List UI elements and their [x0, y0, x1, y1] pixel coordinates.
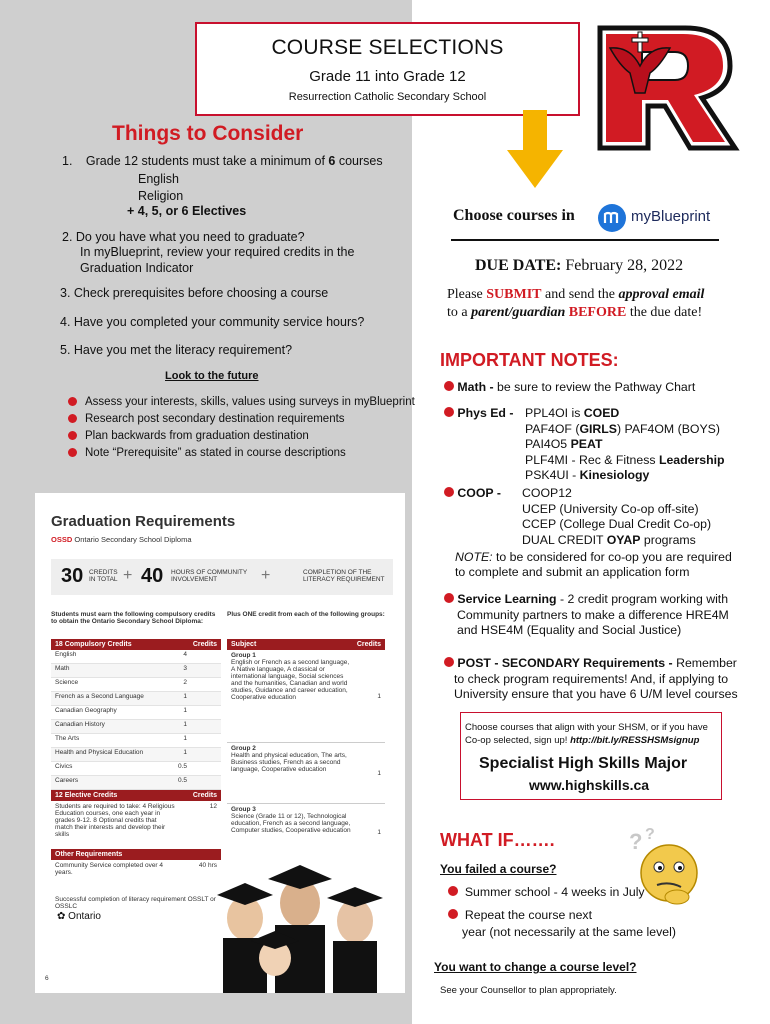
group-3-row: Group 3 Science (Grade 11 or 12), Technological education, French as a second language, Computer studies, Cooperative education 1	[231, 806, 381, 836]
compulsory-subject: Canadian Geography	[55, 707, 117, 714]
compulsory-row	[51, 692, 221, 706]
compulsory-row	[51, 664, 221, 678]
coop-programs: COOP12 UCEP (University Co-op off-site) CCEP (College Dual Credit Co-op) DUAL CREDIT OYAP programs	[522, 486, 712, 547]
compulsory-credits: 1	[183, 721, 187, 728]
compulsory-row	[51, 776, 221, 790]
shsm-box	[460, 712, 722, 800]
bullet-dot-icon	[68, 431, 77, 440]
plus-one-text: Plus ONE credit from each of the following groups:	[227, 611, 385, 618]
electives-row: Students are required to take: 4 Religious Education courses, one each year in grades 9-12. 8 Optional credits that match their interests and develop their skills 12	[55, 803, 217, 838]
shsm-title: Specialist High Skills Major	[479, 755, 688, 772]
shsm-url-link[interactable]: www.highskills.ca	[529, 777, 650, 793]
consider-item-2c: Graduation Indicator	[80, 261, 194, 275]
compulsory-credits: 2	[183, 679, 187, 686]
what-if-title: WHAT IF…….	[440, 830, 555, 850]
compulsory-subject: Careers	[55, 777, 79, 784]
bullet-dot-icon	[444, 657, 454, 667]
school-name: Resurrection Catholic Secondary School	[288, 91, 487, 103]
compulsory-subject: The Arts	[55, 735, 80, 742]
page-number: 6	[45, 975, 49, 982]
electives-header: 12 Elective Credits Credits	[51, 790, 221, 801]
note-post-secondary: POST - SECONDARY Requirements - Remember to check program requirements! And, if applying to University ensure that you have 6 U/M level courses	[444, 656, 738, 703]
students-text: Students must earn the following compulsory credits to obtain the Ontario Secondary School Diploma:	[51, 611, 216, 625]
consider-item-3: 3. Check prerequisites before choosing a course	[60, 286, 329, 300]
phys-ed-courses: PPL4OI is COED PAF4OF (GIRLS) PAF4OM (BOYS) PAI4O5 PEAT PLF4MI - Rec & Fitness Leadership PSK4UI - Kinesiology	[525, 406, 725, 482]
compulsory-subject: Civics	[55, 763, 73, 770]
page-title: COURSE SELECTIONS	[271, 36, 504, 59]
item-text: Grade 12 students must take a minimum of	[85, 154, 329, 168]
note-phys-ed-label: Phys Ed -	[444, 406, 513, 420]
bullet-dot-icon	[444, 407, 454, 417]
grad-title: Graduation Requirements	[51, 513, 236, 530]
group-1-row: Group 1 English or French as a second language, A Native language, A classical or international language, Social sciences and the humanities, Canadian and world studies, Guidance and career education, Cooperative education 1	[227, 650, 385, 743]
graduation-requirements-figure	[35, 493, 405, 993]
down-arrow-icon	[505, 110, 565, 190]
bullet-dot-icon	[68, 414, 77, 423]
compulsory-row	[51, 706, 221, 720]
compulsory-credits: 4	[183, 651, 187, 658]
literacy-row: Successful completion of literacy requirement OSSLT or OSSLC	[55, 896, 216, 910]
compulsory-subject: English	[55, 651, 77, 658]
graduates-photo	[205, 843, 405, 993]
note-service-learning: Service Learning - 2 credit program working with Community partners to make a difference HRE4M and HSE4M (Equality and Social Justice)	[444, 592, 729, 639]
compulsory-header: 18 Compulsory Credits Credits	[51, 639, 221, 650]
change-level-heading: You want to change a course level?	[434, 960, 637, 974]
group-2-row: Group 2 Health and physical education, The arts, Business studies, French as a second language, Cooperative education 1	[227, 743, 385, 804]
bullet-dot-icon	[448, 886, 458, 896]
consider-item-4: 4. Have you completed your community service hours?	[60, 315, 365, 329]
compulsory-subject: Science	[55, 679, 79, 686]
compulsory-credits: 1	[183, 735, 187, 742]
compulsory-credits: 0.5	[177, 777, 187, 784]
important-notes-title: IMPORTANT NOTES:	[440, 350, 619, 370]
myblueprint-logo-icon	[597, 203, 627, 233]
bullet-dot-icon	[444, 487, 454, 497]
ontario-logo: ✿ Ontario	[57, 911, 101, 922]
requirements-banner: 30 CREDITS IN TOTAL + 40 HOURS OF COMMUNITY INVOLVEMENT + COMPLETION OF THE LITERACY REQUIREMENT	[51, 559, 393, 595]
note-math: Math - be sure to review the Pathway Chart	[444, 380, 695, 394]
item-number: 1.	[62, 154, 73, 168]
consider-item-2b: In myBlueprint, review your required credits in the	[80, 245, 355, 259]
compulsory-credits: 1	[183, 749, 187, 756]
submit-instructions-1: Please SUBMIT and send the approval email	[447, 287, 705, 302]
bullet-dot-icon	[68, 397, 77, 406]
community-row: Community Service completed over 4 years. 40 hrs	[55, 862, 217, 876]
compulsory-subject: Health and Physical Education	[55, 749, 144, 756]
compulsory-row	[51, 678, 221, 692]
due-date: DUE DATE: February 28, 2022	[475, 257, 684, 274]
myblueprint-box	[441, 195, 726, 335]
svg-text:?: ?	[645, 826, 655, 843]
compulsory-credits: 3	[183, 665, 187, 672]
see-counsellor-text: See your Counsellor to plan appropriately.	[440, 985, 617, 996]
groups-table	[227, 639, 385, 860]
compulsory-row	[51, 650, 221, 664]
compulsory-table	[51, 639, 221, 912]
things-to-consider-title: Things to Consider	[112, 122, 304, 145]
compulsory-row	[51, 734, 221, 748]
whatif-bullet-1: Summer school - 4 weeks in July	[448, 885, 645, 899]
whatif-bullet-2: Repeat the course next year (not necessarily at the same level)	[448, 907, 676, 941]
submit-instructions-2: to a parent/guardian BEFORE the due date!	[447, 305, 703, 320]
ossd-line: OSSD Ontario Secondary School Diploma	[51, 535, 192, 544]
compulsory-row	[51, 762, 221, 776]
note-coop-label: COOP -	[444, 486, 501, 500]
future-bullet: Note “Prerequisite” as stated in course descriptions	[68, 447, 346, 459]
electives-label: + 4, 5, or 6 Electives	[127, 204, 247, 218]
failed-course-heading: You failed a course?	[440, 862, 557, 876]
bullet-dot-icon	[444, 593, 454, 603]
bullet-dot-icon	[444, 381, 454, 391]
look-to-future-heading: Look to the future	[165, 370, 259, 382]
consider-item-5: 5. Have you met the literacy requirement?	[60, 343, 293, 357]
trillium-icon: ✿	[57, 911, 66, 922]
course-selections-header	[195, 22, 580, 116]
bullet-dot-icon	[68, 448, 77, 457]
shsm-signup-link[interactable]: http://bit.ly/RESSHSMsignup	[570, 735, 700, 746]
compulsory-row	[51, 720, 221, 734]
school-r-logo	[590, 18, 740, 158]
item-bold: 6	[328, 154, 336, 168]
compulsory-subject: Math	[55, 665, 70, 672]
compulsory-subject: French as a Second Language	[55, 693, 144, 700]
svg-text:?: ?	[629, 829, 643, 854]
consider-item-2a: 2. Do you have what you need to graduate?	[62, 230, 305, 244]
subject-header: Subject Credits	[227, 639, 385, 650]
compulsory-credits: 1	[183, 707, 187, 714]
compulsory-row	[51, 748, 221, 762]
compulsory-subject: Canadian History	[55, 721, 105, 728]
compulsory-credits: 0.5	[177, 763, 187, 770]
coop-note: NOTE: to be considered for co-op you are required to complete and submit an application form	[455, 550, 732, 579]
religion-label: Religion	[138, 189, 184, 203]
consider-item-1	[62, 154, 383, 168]
item-text-end: courses	[335, 154, 383, 168]
english-label: English	[138, 172, 179, 186]
other-header: Other Requirements	[51, 849, 221, 860]
divider	[451, 239, 719, 241]
choose-courses-label: Choose courses in	[453, 207, 575, 224]
future-bullet: Plan backwards from graduation destination	[68, 430, 309, 442]
bullet-dot-icon	[448, 909, 458, 919]
shsm-instructions: Choose courses that align with your SHSM, or if you have Co-op selected, sign up! http://bit.ly/RESSHSMsignup	[465, 722, 708, 746]
myblueprint-brand[interactable]: myBlueprint	[631, 208, 711, 225]
future-bullet: Research post secondary destination requirements	[68, 413, 345, 425]
compulsory-credits: 1	[183, 693, 187, 700]
page-subtitle: Grade 11 into Grade 12	[309, 68, 466, 85]
future-bullet: Assess your interests, skills, values using surveys in myBlueprint	[68, 396, 415, 408]
